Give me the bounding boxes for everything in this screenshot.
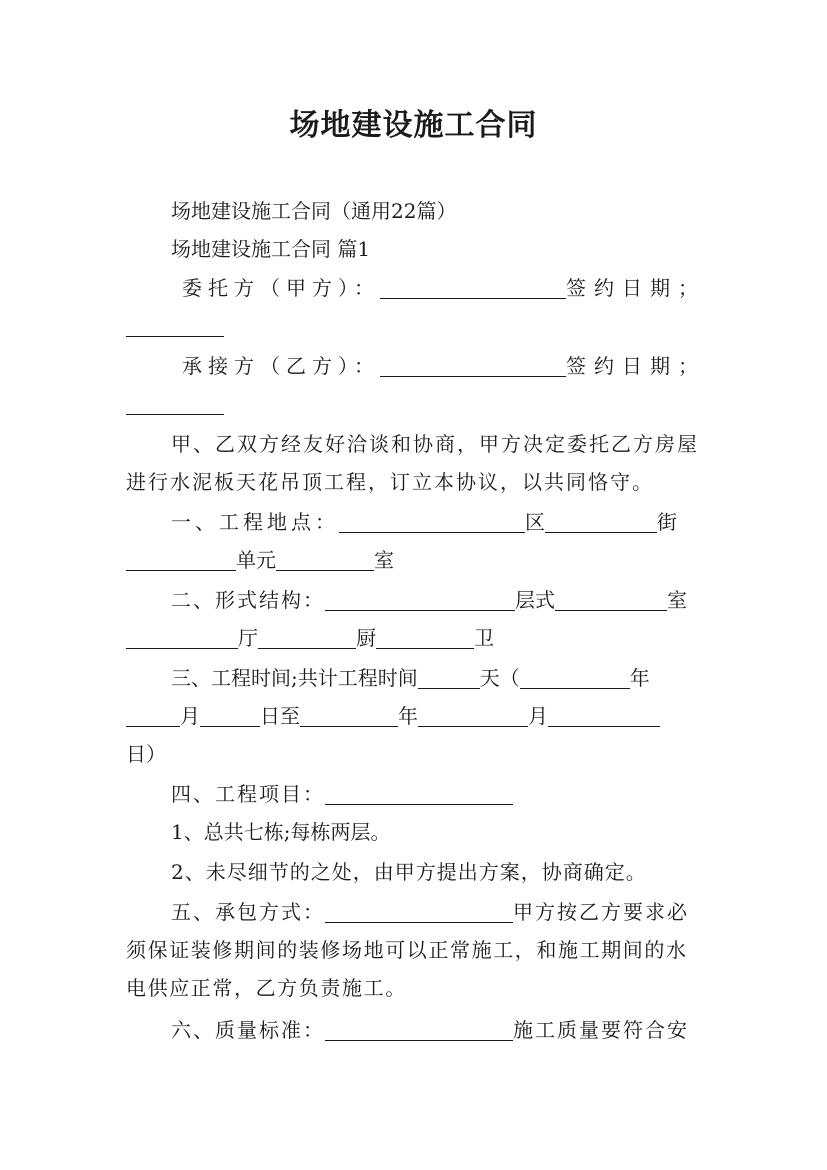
item2-blank-5 — [376, 624, 474, 649]
item4-label: 四、工程项目： — [171, 782, 325, 806]
item5-text-2: 须保证装修期间的装修场地可以正常施工，和施工期间的水 — [126, 938, 688, 962]
party-b-line — [126, 347, 706, 385]
item3-blank-1 — [418, 664, 480, 689]
item6-blank — [325, 1016, 513, 1041]
party-a-date-line — [126, 307, 706, 345]
party-a-date-blank — [126, 312, 224, 337]
item5-text-1: 甲方按乙方要求必 — [513, 900, 689, 924]
item3-day: 天（ — [479, 666, 520, 690]
section-heading: 场地建设施工合同 篇1 — [171, 237, 371, 261]
item1-room: 室 — [374, 548, 394, 572]
item1-unit: 单元 — [236, 548, 276, 572]
item4-blank — [325, 780, 513, 805]
item2-label: 二、形式结构： — [171, 588, 325, 612]
item2-bath: 卫 — [474, 626, 494, 650]
item3-day-end: 日） — [126, 742, 166, 766]
item3-line — [126, 659, 751, 697]
item3-blank-2 — [520, 664, 630, 689]
item3-year: 年 — [629, 666, 650, 690]
item3-label: 三、工程时间;共计工程时间 — [171, 666, 418, 690]
item3-blank-6 — [418, 702, 528, 727]
intro-line-2: 进行水泥板天花吊顶工程，订立本协议，以共同恪守。 — [126, 470, 654, 494]
subtitle: 场地建设施工合同（通用22篇） — [171, 199, 457, 223]
item6-text-1: 施工质量要符合安 — [513, 1018, 689, 1042]
item4-line — [126, 775, 751, 813]
intro-line-1: 甲、乙双方经友好洽谈和协商，甲方决定委托乙方房屋 — [171, 432, 699, 456]
item2-blank-4 — [258, 624, 356, 649]
item1-blank-1 — [339, 508, 525, 533]
party-b-blank — [380, 352, 566, 377]
party-b-date-line — [126, 385, 706, 423]
party-b-sign-date: 签约日期； — [566, 354, 706, 378]
item4-sub-1: 1、总共七栋;每栋两层。 — [171, 820, 391, 844]
item2-hall: 厅 — [238, 626, 258, 650]
item3-month2: 月 — [528, 704, 548, 728]
item3-month: 月 — [180, 704, 200, 728]
party-b-label: 承接方（乙方）： — [182, 354, 380, 378]
item2-floor-style: 层式 — [515, 588, 555, 612]
party-a-sign-date: 签约日期； — [566, 276, 706, 300]
document-title: 场地建设施工合同 — [289, 108, 538, 143]
item5-blank — [325, 898, 513, 923]
item2-blank-1 — [325, 586, 515, 611]
item4-sub-2: 2、未尽细节的之处，由甲方提出方案，协商确定。 — [171, 860, 647, 884]
item2-room: 室 — [667, 588, 687, 612]
item3-day-to: 日至 — [260, 704, 300, 728]
party-a-line — [126, 269, 706, 307]
item2-line — [126, 581, 751, 619]
item1-line-2 — [126, 541, 706, 579]
item1-blank-2 — [545, 508, 657, 533]
item6-label: 六、质量标准： — [171, 1018, 325, 1042]
item5-text-3: 电供应正常，乙方负责施工。 — [126, 976, 407, 1000]
item3-blank-5 — [300, 702, 398, 727]
item1-line — [126, 503, 751, 541]
item2-line-2 — [126, 619, 706, 657]
party-a-blank — [380, 274, 566, 299]
item2-blank-3 — [126, 624, 238, 649]
item3-blank-7 — [548, 702, 660, 727]
item1-blank-4 — [276, 546, 374, 571]
item3-blank-3 — [126, 702, 180, 727]
item1-district: 区 — [525, 510, 545, 534]
item1-label: 一、工程地点： — [171, 510, 339, 534]
item5-label: 五、承包方式： — [171, 900, 325, 924]
item3-year2: 年 — [398, 704, 418, 728]
party-a-label: 委托方（甲方）： — [182, 276, 380, 300]
item5-line — [126, 893, 751, 931]
party-b-date-blank — [126, 390, 224, 415]
item1-street: 街 — [657, 510, 677, 534]
item1-blank-3 — [126, 546, 236, 571]
item3-blank-4 — [200, 702, 260, 727]
item6-line — [126, 1011, 751, 1049]
item2-blank-2 — [555, 586, 667, 611]
item3-line-2 — [126, 697, 706, 735]
item2-kitchen: 厨 — [356, 626, 376, 650]
